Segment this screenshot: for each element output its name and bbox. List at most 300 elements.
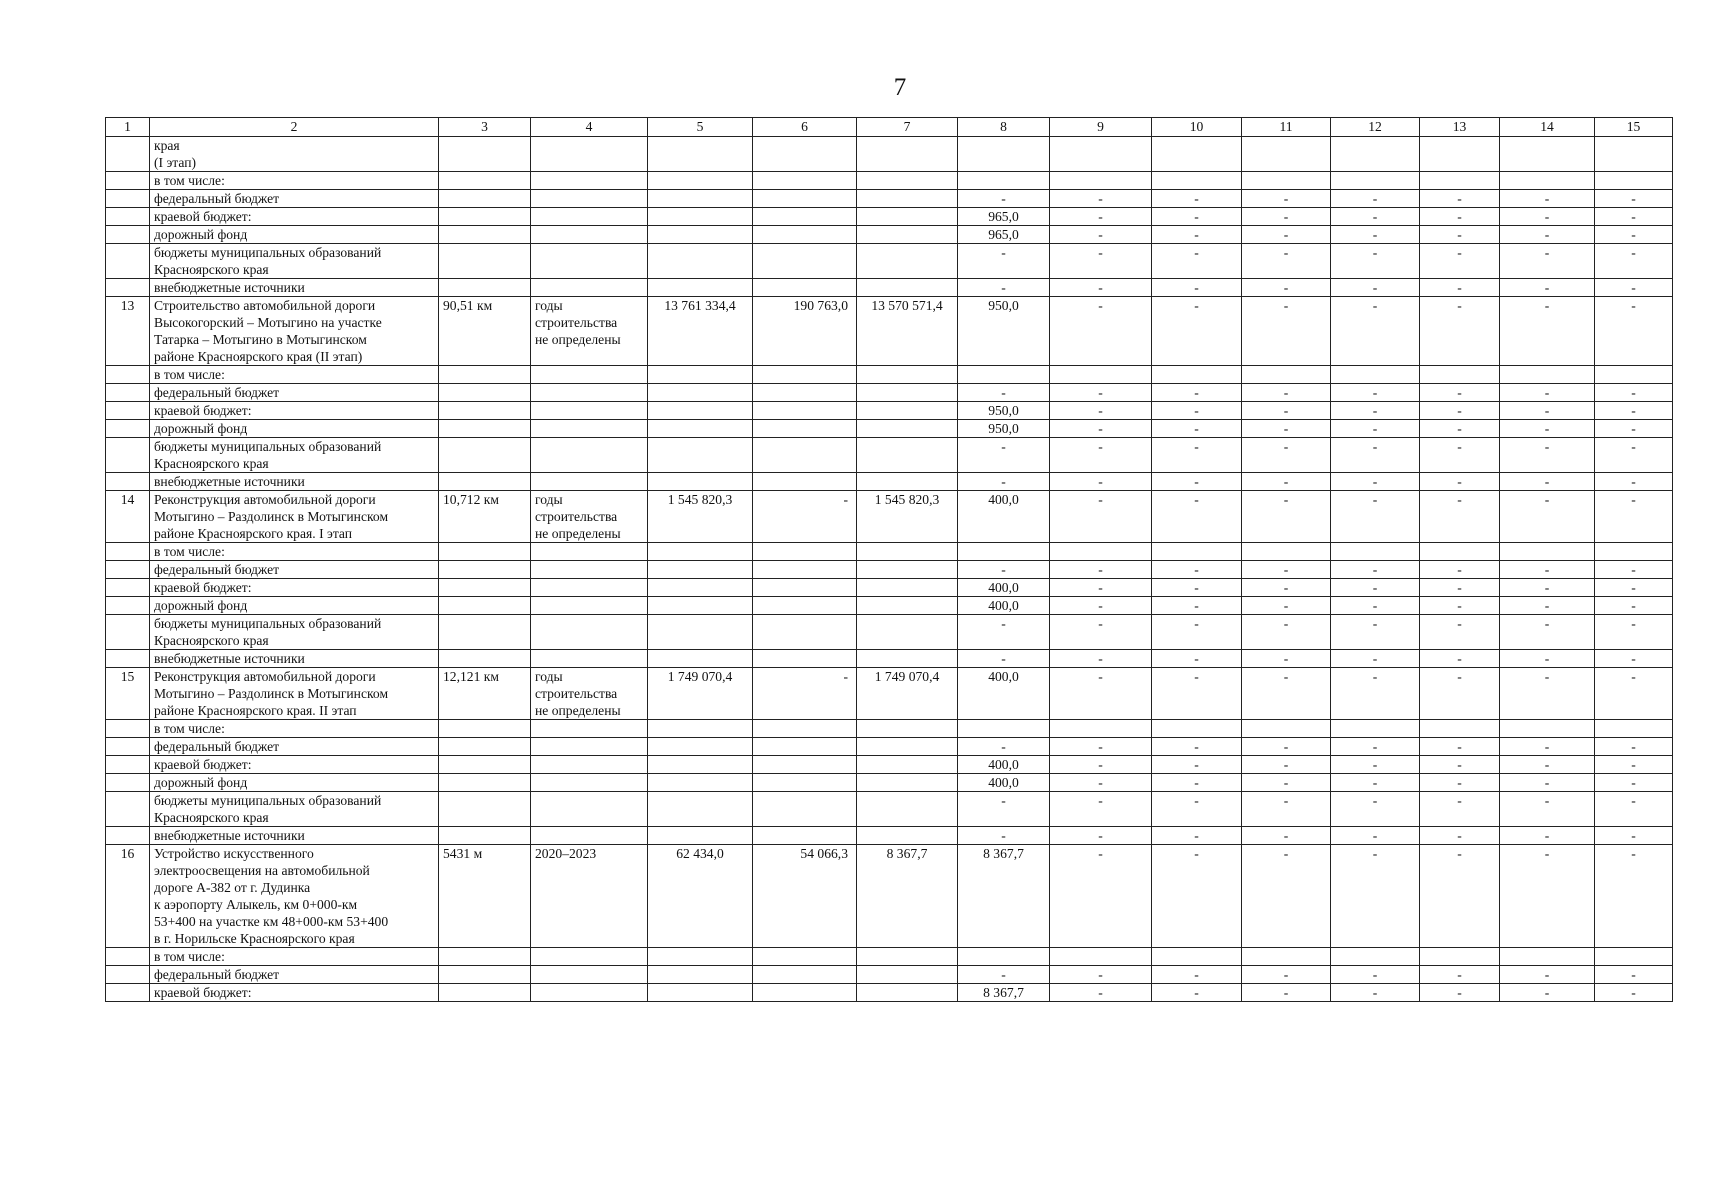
source-row xyxy=(106,579,1673,597)
year-amount-cell: 950,0 xyxy=(958,420,1050,438)
length-cell xyxy=(439,792,531,827)
total-cost-cell xyxy=(648,792,753,827)
source-row xyxy=(106,756,1673,774)
col9-cell: - xyxy=(1050,597,1152,615)
row-name xyxy=(150,402,439,420)
row-number xyxy=(106,792,150,827)
total-cost-cell xyxy=(648,720,753,738)
cell-line: в том числе: xyxy=(154,721,225,736)
spent-cell xyxy=(753,597,857,615)
row-number xyxy=(106,244,150,279)
length-cell xyxy=(439,137,531,172)
row-name xyxy=(150,561,439,579)
row-name xyxy=(150,966,439,984)
col15-cell: - xyxy=(1595,208,1673,226)
col15-cell: - xyxy=(1595,792,1673,827)
total-cost-cell xyxy=(648,438,753,473)
remaining-cell xyxy=(857,208,958,226)
cell-line: бюджеты муниципальных образований xyxy=(154,439,382,454)
col9-cell: - xyxy=(1050,668,1152,720)
col12-cell: - xyxy=(1331,279,1420,297)
spent-cell xyxy=(753,208,857,226)
total-cost-cell xyxy=(648,384,753,402)
col10-cell: - xyxy=(1152,615,1242,650)
col10-cell: - xyxy=(1152,402,1242,420)
column-header-2: 2 xyxy=(150,118,439,137)
col14-cell: - xyxy=(1500,738,1595,756)
length-cell xyxy=(439,172,531,190)
row-number xyxy=(106,827,150,845)
row-name xyxy=(150,366,439,384)
col13-cell: - xyxy=(1420,650,1500,668)
spent-cell xyxy=(753,984,857,1002)
col12-cell: - xyxy=(1331,966,1420,984)
source-row xyxy=(106,473,1673,491)
year-amount-cell xyxy=(958,172,1050,190)
remaining-cell xyxy=(857,774,958,792)
col13-cell: - xyxy=(1420,226,1500,244)
col14-cell: - xyxy=(1500,615,1595,650)
col11-cell: - xyxy=(1242,226,1331,244)
row-number xyxy=(106,774,150,792)
source-row xyxy=(106,366,1673,384)
cell-line: дороге А-382 от г. Дудинка xyxy=(154,880,311,895)
total-cost-cell xyxy=(648,615,753,650)
total-cost-cell: 1 749 070,4 xyxy=(648,668,753,720)
col14-cell: - xyxy=(1500,402,1595,420)
cell-line: строительства xyxy=(535,509,618,524)
row-name xyxy=(150,984,439,1002)
col9-cell: - xyxy=(1050,792,1152,827)
total-cost-cell xyxy=(648,827,753,845)
year-amount-cell xyxy=(958,366,1050,384)
total-cost-cell xyxy=(648,402,753,420)
table-body xyxy=(106,137,1673,1002)
row-number xyxy=(106,738,150,756)
source-row xyxy=(106,738,1673,756)
source-row xyxy=(106,244,1673,279)
cell-line: Высокогорский – Мотыгино на участке xyxy=(154,315,382,330)
col11-cell: - xyxy=(1242,615,1331,650)
col15-cell xyxy=(1595,948,1673,966)
col10-cell: - xyxy=(1152,984,1242,1002)
col9-cell: - xyxy=(1050,827,1152,845)
col13-cell: - xyxy=(1420,738,1500,756)
row-number: 16 xyxy=(106,845,150,948)
col15-cell: - xyxy=(1595,827,1673,845)
row-number xyxy=(106,615,150,650)
col12-cell: - xyxy=(1331,561,1420,579)
col11-cell xyxy=(1242,948,1331,966)
row-number xyxy=(106,172,150,190)
year-amount-cell: 400,0 xyxy=(958,579,1050,597)
spent-cell xyxy=(753,137,857,172)
row-name xyxy=(150,827,439,845)
row-name xyxy=(150,172,439,190)
spent-cell xyxy=(753,720,857,738)
period-cell xyxy=(531,244,648,279)
period-cell xyxy=(531,190,648,208)
col12-cell: - xyxy=(1331,208,1420,226)
remaining-cell xyxy=(857,948,958,966)
col13-cell xyxy=(1420,720,1500,738)
year-amount-cell: 400,0 xyxy=(958,756,1050,774)
col10-cell: - xyxy=(1152,473,1242,491)
column-header-13: 13 xyxy=(1420,118,1500,137)
col13-cell: - xyxy=(1420,297,1500,366)
col13-cell xyxy=(1420,172,1500,190)
length-cell xyxy=(439,561,531,579)
length-cell xyxy=(439,208,531,226)
col14-cell: - xyxy=(1500,774,1595,792)
col11-cell xyxy=(1242,720,1331,738)
col14-cell: - xyxy=(1500,473,1595,491)
col11-cell: - xyxy=(1242,384,1331,402)
col12-cell: - xyxy=(1331,774,1420,792)
row-number xyxy=(106,402,150,420)
col11-cell: - xyxy=(1242,650,1331,668)
cell-line: Красноярского края xyxy=(154,262,269,277)
col14-cell: - xyxy=(1500,244,1595,279)
total-cost-cell xyxy=(648,279,753,297)
col10-cell: - xyxy=(1152,438,1242,473)
cell-line: краевой бюджет: xyxy=(154,209,252,224)
total-cost-cell xyxy=(648,244,753,279)
cell-line: строительства xyxy=(535,315,618,330)
cell-line: в г. Норильске Красноярского края xyxy=(154,931,355,946)
row-number xyxy=(106,984,150,1002)
remaining-cell xyxy=(857,190,958,208)
col12-cell: - xyxy=(1331,438,1420,473)
col15-cell: - xyxy=(1595,966,1673,984)
col15-cell: - xyxy=(1595,615,1673,650)
period-cell xyxy=(531,491,648,543)
col9-cell: - xyxy=(1050,279,1152,297)
remaining-cell xyxy=(857,420,958,438)
page-number: 7 xyxy=(893,74,907,101)
col10-cell xyxy=(1152,543,1242,561)
row-number xyxy=(106,966,150,984)
period-cell xyxy=(531,668,648,720)
row-name xyxy=(150,615,439,650)
remaining-cell xyxy=(857,720,958,738)
year-amount-cell: 965,0 xyxy=(958,226,1050,244)
col10-cell: - xyxy=(1152,774,1242,792)
row-number xyxy=(106,438,150,473)
remaining-cell xyxy=(857,984,958,1002)
length-cell xyxy=(439,420,531,438)
period-cell xyxy=(531,561,648,579)
col12-cell: - xyxy=(1331,297,1420,366)
col12-cell: - xyxy=(1331,615,1420,650)
spent-cell xyxy=(753,615,857,650)
spent-cell xyxy=(753,792,857,827)
col14-cell xyxy=(1500,948,1595,966)
col12-cell xyxy=(1331,720,1420,738)
row-number xyxy=(106,208,150,226)
spent-cell xyxy=(753,438,857,473)
remaining-cell xyxy=(857,650,958,668)
cell-line: дорожный фонд xyxy=(154,227,248,242)
column-header-6: 6 xyxy=(753,118,857,137)
col12-cell: - xyxy=(1331,226,1420,244)
year-amount-cell: 950,0 xyxy=(958,402,1050,420)
col10-cell: - xyxy=(1152,597,1242,615)
remaining-cell xyxy=(857,137,958,172)
col14-cell xyxy=(1500,366,1595,384)
col13-cell: - xyxy=(1420,756,1500,774)
project-row xyxy=(106,845,1673,948)
col10-cell: - xyxy=(1152,420,1242,438)
cell-line: в том числе: xyxy=(154,544,225,559)
cell-line: 53+400 на участке км 48+000-км 53+400 xyxy=(154,914,389,929)
col11-cell xyxy=(1242,366,1331,384)
column-header-11: 11 xyxy=(1242,118,1331,137)
total-cost-cell xyxy=(648,473,753,491)
spent-cell xyxy=(753,402,857,420)
source-row xyxy=(106,966,1673,984)
col11-cell: - xyxy=(1242,845,1331,948)
column-header-5: 5 xyxy=(648,118,753,137)
column-header-12: 12 xyxy=(1331,118,1420,137)
col9-cell: - xyxy=(1050,579,1152,597)
year-amount-cell: 400,0 xyxy=(958,491,1050,543)
cell-line: внебюджетные источники xyxy=(154,651,305,666)
row-number: 14 xyxy=(106,491,150,543)
col9-cell xyxy=(1050,172,1152,190)
column-header-1: 1 xyxy=(106,118,150,137)
cell-line: Красноярского края xyxy=(154,810,269,825)
total-cost-cell xyxy=(648,738,753,756)
col14-cell xyxy=(1500,543,1595,561)
row-number xyxy=(106,420,150,438)
source-row xyxy=(106,172,1673,190)
period-cell xyxy=(531,615,648,650)
col12-cell xyxy=(1331,948,1420,966)
col10-cell: - xyxy=(1152,827,1242,845)
col11-cell: - xyxy=(1242,473,1331,491)
col11-cell: - xyxy=(1242,774,1331,792)
col13-cell: - xyxy=(1420,279,1500,297)
remaining-cell xyxy=(857,438,958,473)
col14-cell xyxy=(1500,172,1595,190)
remaining-cell xyxy=(857,172,958,190)
total-cost-cell xyxy=(648,579,753,597)
col9-cell xyxy=(1050,948,1152,966)
col15-cell: - xyxy=(1595,226,1673,244)
length-cell xyxy=(439,473,531,491)
row-name xyxy=(150,948,439,966)
col11-cell: - xyxy=(1242,190,1331,208)
col12-cell xyxy=(1331,366,1420,384)
cell-line: федеральный бюджет xyxy=(154,562,280,577)
row-name xyxy=(150,279,439,297)
row-name xyxy=(150,720,439,738)
row-name xyxy=(150,244,439,279)
year-amount-cell xyxy=(958,543,1050,561)
table-header xyxy=(106,118,1673,137)
spent-cell xyxy=(753,473,857,491)
length-cell xyxy=(439,774,531,792)
spent-cell xyxy=(753,190,857,208)
total-cost-cell xyxy=(648,190,753,208)
col15-cell: - xyxy=(1595,984,1673,1002)
remaining-cell xyxy=(857,279,958,297)
row-name xyxy=(150,774,439,792)
total-cost-cell xyxy=(648,948,753,966)
period-cell xyxy=(531,948,648,966)
source-row xyxy=(106,827,1673,845)
cell-line: федеральный бюджет xyxy=(154,967,280,982)
length-cell: 5431 м xyxy=(439,845,531,948)
col15-cell: - xyxy=(1595,297,1673,366)
col11-cell: - xyxy=(1242,402,1331,420)
col11-cell: - xyxy=(1242,208,1331,226)
cell-line: не определены xyxy=(535,332,621,347)
row-number xyxy=(106,948,150,966)
col14-cell: - xyxy=(1500,827,1595,845)
col10-cell: - xyxy=(1152,297,1242,366)
col13-cell: - xyxy=(1420,845,1500,948)
col10-cell: - xyxy=(1152,384,1242,402)
col12-cell: - xyxy=(1331,650,1420,668)
row-name xyxy=(150,792,439,827)
col13-cell: - xyxy=(1420,792,1500,827)
row-number xyxy=(106,366,150,384)
col15-cell: - xyxy=(1595,491,1673,543)
col10-cell: - xyxy=(1152,845,1242,948)
row-number xyxy=(106,190,150,208)
period-cell xyxy=(531,279,648,297)
cell-line: края xyxy=(154,138,180,153)
col15-cell: - xyxy=(1595,244,1673,279)
col15-cell: - xyxy=(1595,402,1673,420)
row-number xyxy=(106,226,150,244)
col14-cell: - xyxy=(1500,420,1595,438)
length-cell xyxy=(439,650,531,668)
funding-table xyxy=(105,117,1673,1002)
col14-cell: - xyxy=(1500,966,1595,984)
col11-cell: - xyxy=(1242,297,1331,366)
length-cell xyxy=(439,984,531,1002)
length-cell xyxy=(439,190,531,208)
period-cell xyxy=(531,366,648,384)
col10-cell xyxy=(1152,366,1242,384)
col15-cell: - xyxy=(1595,279,1673,297)
length-cell xyxy=(439,827,531,845)
row-name xyxy=(150,597,439,615)
spent-cell xyxy=(753,226,857,244)
col12-cell: - xyxy=(1331,491,1420,543)
period-cell xyxy=(531,845,648,948)
col10-cell: - xyxy=(1152,244,1242,279)
period-cell xyxy=(531,384,648,402)
period-cell xyxy=(531,597,648,615)
col12-cell xyxy=(1331,543,1420,561)
period-cell xyxy=(531,984,648,1002)
spent-cell xyxy=(753,966,857,984)
col13-cell: - xyxy=(1420,420,1500,438)
spent-cell xyxy=(753,543,857,561)
cell-line: районе Красноярского края. I этап xyxy=(154,526,353,541)
year-amount-cell: 400,0 xyxy=(958,597,1050,615)
col9-cell: - xyxy=(1050,845,1152,948)
total-cost-cell xyxy=(648,984,753,1002)
source-row xyxy=(106,984,1673,1002)
col14-cell: - xyxy=(1500,845,1595,948)
period-cell xyxy=(531,543,648,561)
source-row xyxy=(106,597,1673,615)
length-cell xyxy=(439,615,531,650)
col10-cell: - xyxy=(1152,650,1242,668)
col10-cell: - xyxy=(1152,738,1242,756)
col10-cell: - xyxy=(1152,756,1242,774)
remaining-cell: 8 367,7 xyxy=(857,845,958,948)
col11-cell xyxy=(1242,172,1331,190)
total-cost-cell xyxy=(648,597,753,615)
col11-cell: - xyxy=(1242,579,1331,597)
total-cost-cell xyxy=(648,650,753,668)
year-amount-cell: - xyxy=(958,244,1050,279)
col14-cell: - xyxy=(1500,756,1595,774)
col14-cell: - xyxy=(1500,226,1595,244)
year-amount-cell: - xyxy=(958,650,1050,668)
col14-cell: - xyxy=(1500,668,1595,720)
row-name xyxy=(150,208,439,226)
year-amount-cell: - xyxy=(958,615,1050,650)
spent-cell xyxy=(753,172,857,190)
cell-line: Реконструкция автомобильной дороги xyxy=(154,492,376,507)
remaining-cell xyxy=(857,827,958,845)
col14-cell: - xyxy=(1500,984,1595,1002)
row-number xyxy=(106,137,150,172)
total-cost-cell xyxy=(648,561,753,579)
column-header-15: 15 xyxy=(1595,118,1673,137)
col11-cell: - xyxy=(1242,738,1331,756)
col13-cell: - xyxy=(1420,561,1500,579)
cell-line: электроосвещения на автомобильной xyxy=(154,863,370,878)
spent-cell xyxy=(753,756,857,774)
col15-cell: - xyxy=(1595,438,1673,473)
spent-cell xyxy=(753,650,857,668)
col13-cell xyxy=(1420,948,1500,966)
col11-cell: - xyxy=(1242,420,1331,438)
source-row xyxy=(106,420,1673,438)
col14-cell: - xyxy=(1500,190,1595,208)
col13-cell: - xyxy=(1420,984,1500,1002)
col11-cell xyxy=(1242,543,1331,561)
col15-cell: - xyxy=(1595,597,1673,615)
col10-cell xyxy=(1152,948,1242,966)
row-name xyxy=(150,650,439,668)
row-number xyxy=(106,561,150,579)
remaining-cell: 13 570 571,4 xyxy=(857,297,958,366)
col15-cell: - xyxy=(1595,756,1673,774)
column-header-3: 3 xyxy=(439,118,531,137)
cell-line: годы xyxy=(535,669,563,684)
col9-cell: - xyxy=(1050,297,1152,366)
col15-cell: - xyxy=(1595,774,1673,792)
remaining-cell xyxy=(857,384,958,402)
cell-line: к аэропорту Алыкель, км 0+000-км xyxy=(154,897,358,912)
row-number xyxy=(106,279,150,297)
col11-cell: - xyxy=(1242,561,1331,579)
col13-cell: - xyxy=(1420,597,1500,615)
source-row xyxy=(106,384,1673,402)
year-amount-cell: - xyxy=(958,473,1050,491)
length-cell xyxy=(439,966,531,984)
cell-line: внебюджетные источники xyxy=(154,280,305,295)
